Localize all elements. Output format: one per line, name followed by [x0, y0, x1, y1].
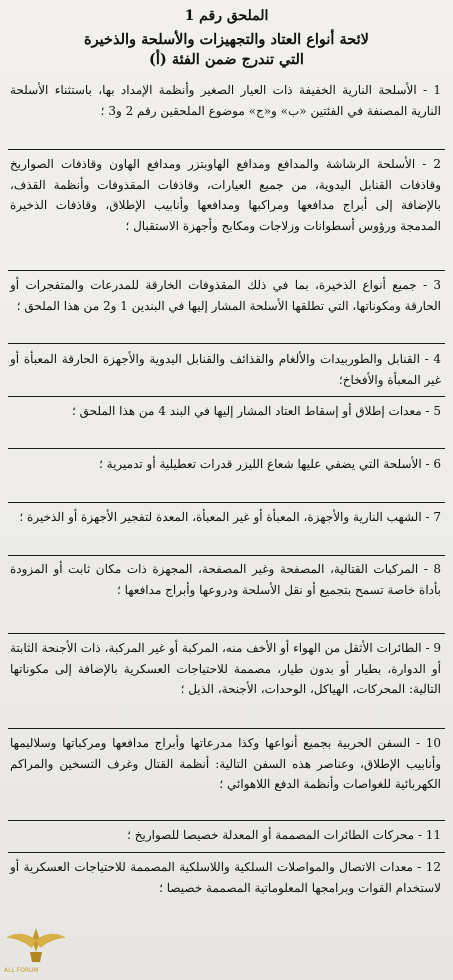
list-item-2: 2 - الأسلحة الرشاشة والمدافع ومدافع الهاوبتزر ومدافع الهاون وقاذفات الصواريخ وقاذفات القنابل اليدوية، من جميع العيارات، وقاذفات المقذوفات وأنظمة القذف، بالإضافة إلى أبراج مدافعها ومراكبها ومدافعها وأنابيب الإطلاق، وقاذفات الذخيرة المدمجة ورؤوس أسطوانات وزلاجات ومكابح وأجهزة الاستقبال ؛ — [10, 157, 441, 233]
list-item-12: 12 - معدات الاتصال والمواصلات السلكية واللاسلكية المصممة للاحتياجات العسكرية أو لاستخدام القوات وبرامجها المعلوماتية المصممة خصيصا ؛ — [10, 860, 441, 895]
list-item-11: 11 - محركات الطائرات المصممة أو المعدلة خصيصا للصواريخ ؛ — [127, 828, 441, 842]
divider-11 — [8, 852, 445, 853]
divider-5 — [8, 448, 445, 449]
list-item-4: 4 - القنابل والطوربيدات والألغام والقذائف والقنابل اليدوية والأجهزة الحارقة المعبأة أو غير المعبأة والأفخاخ؛ — [10, 352, 441, 387]
list-item-3: 3 - جميع أنواع الذخيرة، بما في ذلك المقذوفات الخارقة للمدرعات والمتفجرات أو الحارقة ومكوناتها، التي تطلقها الأسلحة المشار إليها في البندين 1 و2 من هذا الملحق ؛ — [10, 278, 441, 313]
divider-1 — [8, 149, 445, 150]
divider-8 — [8, 633, 445, 634]
divider-4 — [8, 396, 445, 397]
list-item-6: 6 - الأسلحة التي يضفي عليها شعاع الليزر قدرات تعطيلية أو تدميرية ؛ — [99, 457, 441, 471]
divider-2 — [8, 270, 445, 271]
list-item-7: 7 - الشهب النارية والأجهزة، المعبأة أو غير المعبأة، المعدة لتفجير الأجهزة أو الذخيرة ؛ — [19, 510, 441, 524]
document-subtitle: التي تندرج ضمن الفئة (أ) — [149, 51, 304, 68]
document-header — [0, 0, 453, 70]
document-title: لائحة أنواع العتاد والتجهيزات والأسلحة والذخيرة — [84, 31, 369, 48]
watermark-text: ALL FORUM — [4, 967, 39, 974]
divider-3 — [8, 343, 445, 344]
annex-label: الملحق رقم 1 — [184, 8, 269, 24]
divider-7 — [8, 555, 445, 556]
list-item-8: 8 - المركبات القتالية، المصفحة وغير المصفحة، المجهزة ذات مكان ثابت أو المزودة بأداة خاصة تسمح بتجميع أو نقل الأسلحة ودروعها وأبراج مدافعها ؛ — [10, 562, 441, 597]
divider-6 — [8, 502, 445, 503]
list-item-10: 10 - السفن الحربية بجميع أنواعها وكذا مدرعاتها وأبراج مدافعها ومركباتها وسلاليمها وأنابيب الإطلاق، وعناصر هذه السفن التالية: أنظمة القتال وغرف التسخين والمراكم الكهربائية للغواصات وأنظمة الدفع اللاهوائي ؛ — [10, 736, 441, 791]
divider-9 — [8, 728, 445, 729]
divider-10 — [8, 820, 445, 821]
list-item-9: 9 - الطائرات الأثقل من الهواء أو الأخف منه، المركبة أو غير المركبة، ذات الأجنحة الثابتة أو الدوارة، بطيار أو بدون طيار، مصممة للاحتياجات العسكرية بالإضافة إلى مكوناتها التالية: المحركات، الهياكل، الوحدات، الأجنحة، الذيل ؛ — [10, 641, 441, 696]
list-item-5: 5 - معدات إطلاق أو إسقاط العتاد المشار إليها في البند 4 من هذا الملحق ؛ — [72, 404, 441, 418]
items-list — [0, 78, 453, 940]
list-item-1: 1 - الأسلحة النارية الخفيفة ذات العيار الصغير وأنظمة الإمداد بها، باستثناء الأسلحة النارية المصنفة في الفئتين «ب» و«ج» موضوع الملحقين رقم 2 و3 ؛ — [10, 83, 441, 118]
